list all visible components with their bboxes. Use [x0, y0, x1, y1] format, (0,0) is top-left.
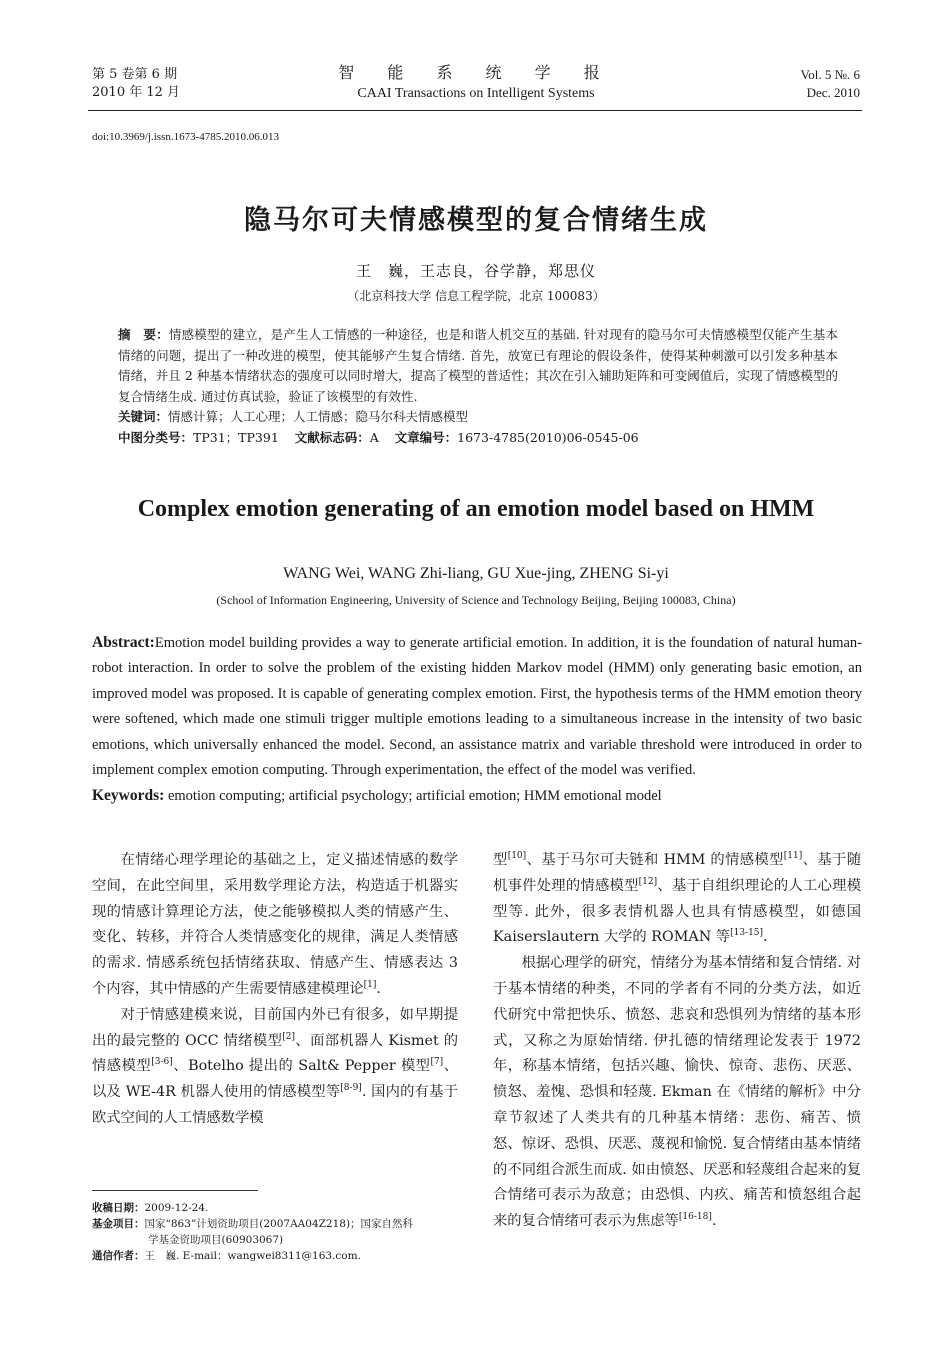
- abstract-cn-label: 摘 要：: [118, 327, 169, 342]
- fund-text-1: 国家“863”计划资助项目(2007AA04Z218)；国家自然科: [144, 1218, 414, 1230]
- paper-title-en: Complex emotion generating of an emotion model based on HMM: [137, 496, 815, 522]
- footnote-received: [92, 1200, 462, 1216]
- affiliation-en: (School of Information Engineering, University of Science and Technology Beijing, Beijing 100083, China): [216, 593, 736, 607]
- doc-code-label: 文献标志码：: [294, 429, 370, 445]
- volume-issue-cn: 第 5 卷第 6 期: [92, 67, 178, 82]
- body-text: 对于情感建模来说，目前国内外已有很多，如早期提出的最完整的 OCC 情绪模型: [92, 1006, 458, 1049]
- citation: [3-6]: [151, 1057, 173, 1068]
- header-volume-en: [801, 66, 860, 102]
- classification-line: [118, 428, 838, 449]
- affiliation-cn: （北京科技大学 信息工程学院，北京 100083）: [347, 289, 605, 303]
- paragraph: [92, 1003, 458, 1132]
- keywords-en-text: emotion computing; artificial psychology; artificial emotion; HMM emotional model: [167, 788, 662, 805]
- article-no-value: 1673-4785(2010)06-0545-06: [457, 429, 639, 445]
- footnote-author: [92, 1248, 462, 1264]
- fund-label: 基金项目：: [92, 1218, 145, 1230]
- doc-code-value: A: [369, 429, 379, 445]
- footnotes: [92, 1200, 462, 1264]
- abstract-en: [92, 630, 862, 810]
- body-text: . 国内的有基于欧式空间的人工情感数学模: [92, 1084, 458, 1126]
- article-no-label: 文章编号：: [394, 429, 458, 445]
- received-label: 收稿日期：: [92, 1202, 145, 1214]
- authors-cn: 王 巍，王志良，谷学静，郑思仪: [355, 262, 596, 280]
- footnote-fund-cont: 学基金资助项目(60903067): [148, 1234, 284, 1246]
- body-column-left: [92, 848, 458, 1132]
- body-text: 、Botelho 提出的 Salt& Pepper 模型: [172, 1058, 431, 1075]
- citation: [12]: [638, 877, 658, 888]
- volume-issue-en: Vol. 5 №. 6: [800, 67, 860, 82]
- body-text: 、基于马尔可夫链和 HMM 的情感模型: [526, 852, 784, 868]
- abstract-en-label: Abstract:: [92, 634, 155, 651]
- keywords-cn-text: 情感计算；人工心理；人工情感；隐马尔科夫情感模型: [168, 409, 469, 424]
- body-text: 在情绪心理学理论的基础之上，定义描述情感的数学空间，在此空间里，采用数学理论方法，构造适于机器实现的情感计算理论方法，使之能够模拟人类的情感产生、变化、转移，并符合人类情感变化的规律，满足人类情感的需求. 情感系统包括情绪获取、情感产生、情感表达 3 个内容，其中情感的产生需要情感建模理论: [92, 852, 458, 997]
- journal-title-cn: 智 能 系 统 学 报: [338, 63, 614, 82]
- body-text: 、面部机器人 Kismet 的情感模型: [92, 1032, 458, 1075]
- date-en: Dec. 2010: [806, 85, 860, 100]
- body-text: 、基于自组织理论的人工心理模型等. 此外，很多表情机器人也具有情感模型，如德国 Kaiserslautern 大学的 ROMAN 等: [493, 877, 862, 946]
- corresponding-author-label: 通信作者：: [92, 1250, 145, 1262]
- keywords-en-label: Keywords:: [92, 787, 165, 805]
- citation: [13-15]: [730, 928, 764, 939]
- citation: [7]: [430, 1057, 444, 1068]
- body-text: .: [376, 980, 381, 997]
- journal-title-en: CAAI Transactions on Intelligent Systems: [357, 86, 595, 101]
- footnote-rule: [92, 1190, 258, 1191]
- citation: [10]: [507, 851, 527, 862]
- footnote-fund: [92, 1216, 462, 1232]
- keywords-cn-label: 关键词：: [118, 409, 169, 424]
- keywords-en: [92, 783, 862, 809]
- paragraph: [92, 848, 458, 1003]
- citation: [8-9]: [340, 1083, 362, 1094]
- date-cn: 2010 年 12 月: [92, 85, 181, 100]
- body-text: 、基于随机事件处理的情感模型: [493, 852, 862, 894]
- header-rule: [88, 110, 862, 111]
- body-column-right: [493, 848, 861, 1235]
- citation: [2]: [282, 1031, 296, 1042]
- abstract-cn: [118, 325, 838, 448]
- received-date: 2009-12-24.: [144, 1202, 209, 1214]
- keywords-cn: [118, 407, 838, 428]
- citation: [16-18]: [678, 1212, 712, 1223]
- corresponding-author: 王 巍. E-mail：wangwei8311@163.com.: [144, 1250, 361, 1262]
- clc-label: 中图分类号：: [118, 429, 194, 445]
- citation: [11]: [783, 851, 803, 862]
- abstract-en-text: Emotion model building provides a way to generate artificial emotion. In addition, it is the foundation of natural human-robot interaction. In order to solve the problem of the existing hidden Markov model (HMM) only generating basic emotion, an improved model was proposed. It is capable of generating complex emotion. First, the hypothesis terms of the HMM emotion theory were softened, which made one stimuli trigger multiple emotions leading to a simultaneous increase in the intensity of two basic emotions, which universally enhanced the model. Second, an assistance matrix and variable threshold were introduced in order to implement complex emotion computing. Through experimentation, the effect of the model was verified.: [92, 635, 862, 779]
- body-text: 、以及 WE-4R 机器人使用的情感模型等: [92, 1058, 458, 1101]
- abstract-cn-body: [118, 325, 838, 407]
- authors-en: WANG Wei, WANG Zhi-liang, GU Xue-jing, ZHENG Si-yi: [283, 565, 669, 582]
- paragraph: [493, 848, 861, 951]
- doi: doi:10.3969/j.issn.1673-4785.2010.06.013: [92, 131, 280, 143]
- paragraph: [493, 951, 861, 1235]
- body-text: .: [711, 1213, 717, 1230]
- paper-title-cn: 隐马尔可夫情感模型的复合情绪生成: [244, 205, 708, 236]
- clc-value: TP31；TP391: [193, 429, 279, 445]
- citation: [1]: [363, 980, 377, 991]
- body-text: 型: [493, 852, 508, 868]
- abstract-en-body: [92, 630, 862, 783]
- abstract-cn-text: 情感模型的建立，是产生人工情感的一种途径，也是和谐人机交互的基础. 针对现有的隐马尔可夫情感模型仅能产生基本情绪的问题，提出了一种改进的模型，使其能够产生复合情绪. 首先，放宽已有理论的假设条件，使得某种刺激可以引发多种基本情绪，并且 2 种基本情绪状态的强度可以同时增大，提高了模型的普适性；其次在引入辅助矩阵和可变阈值后，实现了情感模型的复合情绪生成. 通过仿真试验，验证了该模型的有效性.: [118, 327, 838, 404]
- body-text: .: [763, 929, 768, 946]
- body-text: 根据心理学的研究，情绪分为基本情绪和复合情绪. 对于基本情绪的种类，不同的学者有不同的分类方法，如近代研究中常把快乐、愤怒、悲哀和恐惧列为情绪的基本形式，又称之为原始情绪. 伊扎德的情绪理论发表于 1972 年，称基本情绪，包括兴趣、愉快、惊奇、悲伤、厌恶、愤怒、羞愧、恐惧和轻蔑. Ekman 在《情绪的解析》中分章节叙述了人类共有的几种基本情绪：悲伤、痛苦、愤怒、惊讶、恐惧、厌恶、蔑视和愉悦. 复合情绪由基本情绪的不同组合派生而成. 如由愤怒、厌恶和轻蔑组合起来的复合情绪可表示为敌意；由恐惧、内疚、痛苦和愤怒组合起来的复合情绪可表示为焦虑等: [493, 955, 861, 1230]
